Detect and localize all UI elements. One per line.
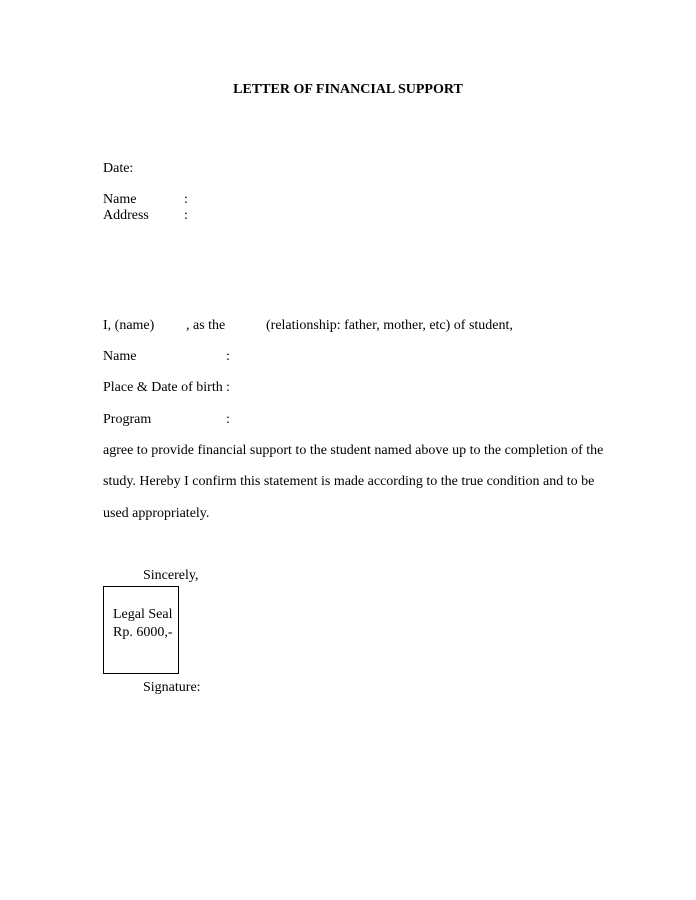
body-line: agree to provide financial support to the student named above up to the completion of the xyxy=(103,443,604,458)
body-line: study. Hereby I confirm this statement is made according to the true condition and to be xyxy=(103,474,595,489)
seal-line-2: Rp. 6000,- xyxy=(113,625,173,640)
body-line: used appropriately. xyxy=(103,506,210,521)
student-name-colon: : xyxy=(226,349,230,364)
closing-sincerely: Sincerely, xyxy=(143,568,199,583)
sender-address-colon: : xyxy=(184,208,188,223)
sender-name-label: Name xyxy=(103,192,137,207)
legal-seal-box xyxy=(103,586,179,674)
sender-address-label: Address xyxy=(103,208,149,223)
intro-as-the: , as the xyxy=(186,318,226,333)
student-program-label: Program xyxy=(103,412,152,427)
date-label: Date: xyxy=(103,161,134,176)
letter-title: LETTER OF FINANCIAL SUPPORT xyxy=(233,82,463,97)
student-program-colon: : xyxy=(226,412,230,427)
intro-relationship: (relationship: father, mother, etc) of student, xyxy=(266,318,513,333)
signature-label: Signature: xyxy=(143,680,201,695)
sender-name-colon: : xyxy=(184,192,188,207)
student-birth-colon: : xyxy=(226,380,230,395)
intro-name: I, (name) xyxy=(103,318,155,333)
student-birth-label: Place & Date of birth xyxy=(103,380,223,395)
seal-line-1: Legal Seal xyxy=(113,607,173,622)
student-name-label: Name xyxy=(103,349,137,364)
